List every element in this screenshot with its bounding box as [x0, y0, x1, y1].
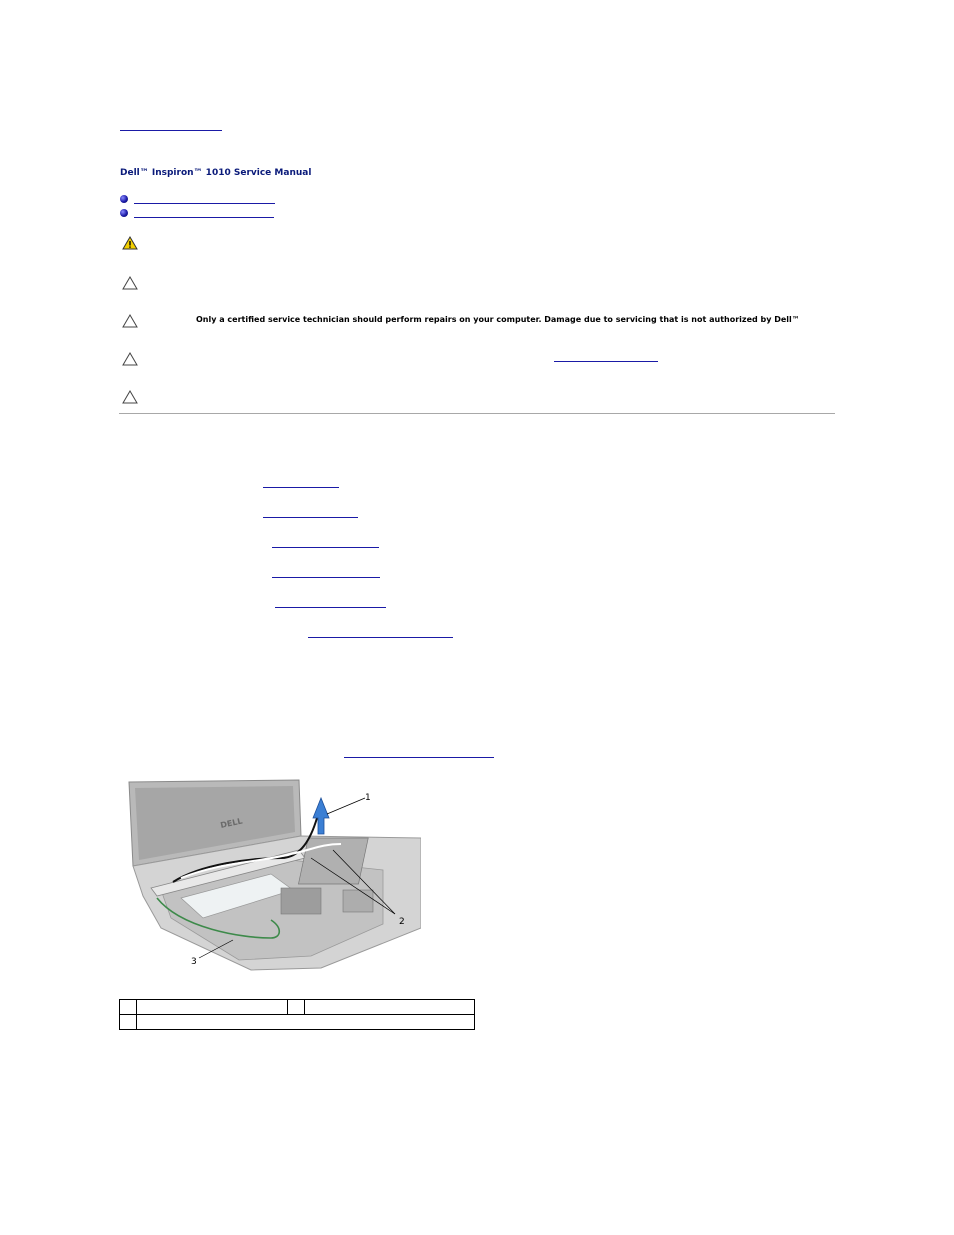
caution-link[interactable]	[554, 361, 658, 362]
manual-title: Dell™ Inspiron™ 1010 Service Manual	[120, 168, 312, 178]
legend-cell	[137, 1015, 475, 1030]
callout-2: 2	[399, 917, 405, 927]
legend-cell	[120, 1000, 137, 1015]
table-row	[120, 1015, 475, 1030]
legend-cell	[137, 1000, 288, 1015]
step-link-1[interactable]	[263, 487, 339, 488]
toc-link-1[interactable]	[134, 203, 275, 204]
step-link-6[interactable]	[308, 637, 453, 638]
caution-notice-text: Only a certified service technician should perform repairs on your computer. Damage due to servicing that is not authorized by Dell™	[196, 315, 800, 324]
section-divider	[119, 413, 835, 414]
back-to-contents-link[interactable]	[120, 130, 222, 131]
step-link-2[interactable]	[263, 517, 358, 518]
step-link-3[interactable]	[272, 547, 379, 548]
caution-icon	[122, 352, 138, 366]
figure-reference-link[interactable]	[344, 757, 494, 758]
step-link-5[interactable]	[275, 607, 386, 608]
caution-icon	[122, 314, 138, 328]
caution-icon	[122, 390, 138, 404]
bullet-icon	[120, 209, 128, 217]
laptop-cable-routing-figure	[121, 778, 421, 978]
legend-cell	[120, 1015, 137, 1030]
callout-3: 3	[191, 957, 197, 967]
table-row	[120, 1000, 475, 1015]
warning-icon	[122, 236, 138, 250]
callout-1: 1	[365, 793, 371, 803]
toc-link-2[interactable]	[134, 217, 274, 218]
legend-cell	[305, 1000, 475, 1015]
caution-icon	[122, 276, 138, 290]
bullet-icon	[120, 195, 128, 203]
dell-logo: DELL	[219, 816, 244, 830]
step-link-4[interactable]	[272, 577, 380, 578]
legend-cell	[288, 1000, 305, 1015]
figure-legend-table	[119, 999, 475, 1030]
